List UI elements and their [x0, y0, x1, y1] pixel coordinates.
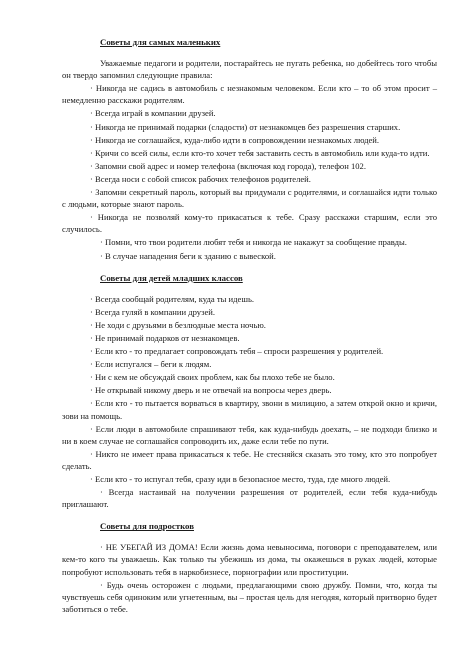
- advice-item: · Никогда не позволяй кому-то прикасаться к тебе. Сразу расскажи старшим, если это случилось.: [62, 212, 437, 235]
- advice-item: · Всегда сообщай родителям, куда ты идешь.: [90, 293, 255, 304]
- section-youngest: [62, 36, 437, 262]
- advice-item: · Не ходи с друзьями в безлюдные места ночью.: [90, 319, 266, 330]
- advice-item: · Всегда носи с собой список рабочих телефонов родителей.: [90, 173, 311, 184]
- section-heading: Советы для детей младших классов: [100, 272, 243, 283]
- advice-item: · Помни, что твои родители любят тебя и никогда не накажут за сообщение правды.: [100, 237, 407, 248]
- advice-item: · Запомни секретный пароль, который вы придумали с родителями, и соглашайся идти только с людьми, которые знают пароль.: [62, 187, 437, 210]
- advice-item: · В случае нападения беги к зданию с вывеской.: [100, 250, 276, 261]
- advice-item: · Если люди в автомобиле спрашивают тебя, как куда-нибудь доехать, – не подходи близко и ни в коем случае не соглашайся сопроводить их, даже если тебе по пути.: [62, 423, 437, 446]
- advice-item: · Ни с кем не обсуждай своих проблем, как бы плохо тебе не было.: [90, 372, 335, 383]
- advice-item: · Всегда настаивай на получении разрешения от родителей, если тебя куда-нибудь приглашают.: [62, 487, 437, 510]
- document-page: [62, 36, 437, 625]
- section-heading: Советы для подростков: [100, 521, 194, 532]
- section-heading: Советы для самых маленьких: [100, 37, 221, 47]
- advice-item: · Всегда гуляй в компании друзей.: [90, 306, 216, 317]
- advice-item: · Кричи со всей силы, если кто-то хочет тебя заставить сесть в автомобиль или куда-то идти.: [90, 147, 430, 158]
- intro-paragraph: Уважаемые педагоги и родители, постарайтесь не пугать ребенка, но добейтесь того чтобы он твердо запомнил следующие правила:: [62, 58, 437, 81]
- advice-item: · Никогда не принимай подарки (сладости) от незнакомцев без разрешения старших.: [90, 121, 401, 132]
- advice-item: · Будь очень осторожен с людьми, предлагающими свою дружбу. Помни, что, когда ты чувствуешь себя одиноким или угнетенным, вы – простая цель для негодяя, который притворно будет заботиться о тебе.: [62, 579, 437, 614]
- advice-item: · Если испугался – беги к людям.: [90, 359, 212, 370]
- advice-item: · Если кто - то предлагает сопровождать тебя – спроси разрешения у родителей.: [90, 346, 384, 357]
- advice-item: · Не открывай никому дверь и не отвечай на вопросы через дверь.: [90, 385, 332, 396]
- section-primary-school: [62, 272, 437, 511]
- advice-item: · Не принимай подарков от незнакомцев.: [90, 332, 240, 343]
- advice-item: · Всегда играй в компании друзей.: [90, 108, 216, 119]
- advice-item: · НЕ УБЕГАЙ ИЗ ДОМА! Если жизнь дома невыносима, поговори с преподавателем, или кем-то кого ты уважаешь. Как только ты убежишь из дома, ты окажешься в руках людей, которые попробуют использовать тебя в наркобизнесе, порнографии или проституции.: [62, 542, 437, 577]
- advice-item: · Никогда не соглашайся, куда-либо идти в сопровождении незнакомых людей.: [90, 134, 380, 145]
- advice-item: · Если кто - то испугал тебя, сразу иди в безопасное место, туда, где много людей.: [90, 474, 391, 484]
- section-teenagers: [62, 520, 437, 615]
- advice-item: · Никогда не садись в автомобиль с незнакомым человеком. Если кто – то об этом просит – немедленно расскажи родителям.: [62, 83, 437, 106]
- advice-item: · Если кто - то пытается ворваться в квартиру, звони в милицию, а затем открой окно и кричи, зови на помощь.: [62, 398, 437, 421]
- advice-item: · Никто не имеет права прикасаться к тебе. Не стесняйся сказать это тому, кто это попробует сделать.: [62, 448, 437, 471]
- advice-item: · Запомни свой адрес и номер телефона (включая код города), телефон 102.: [90, 160, 366, 171]
